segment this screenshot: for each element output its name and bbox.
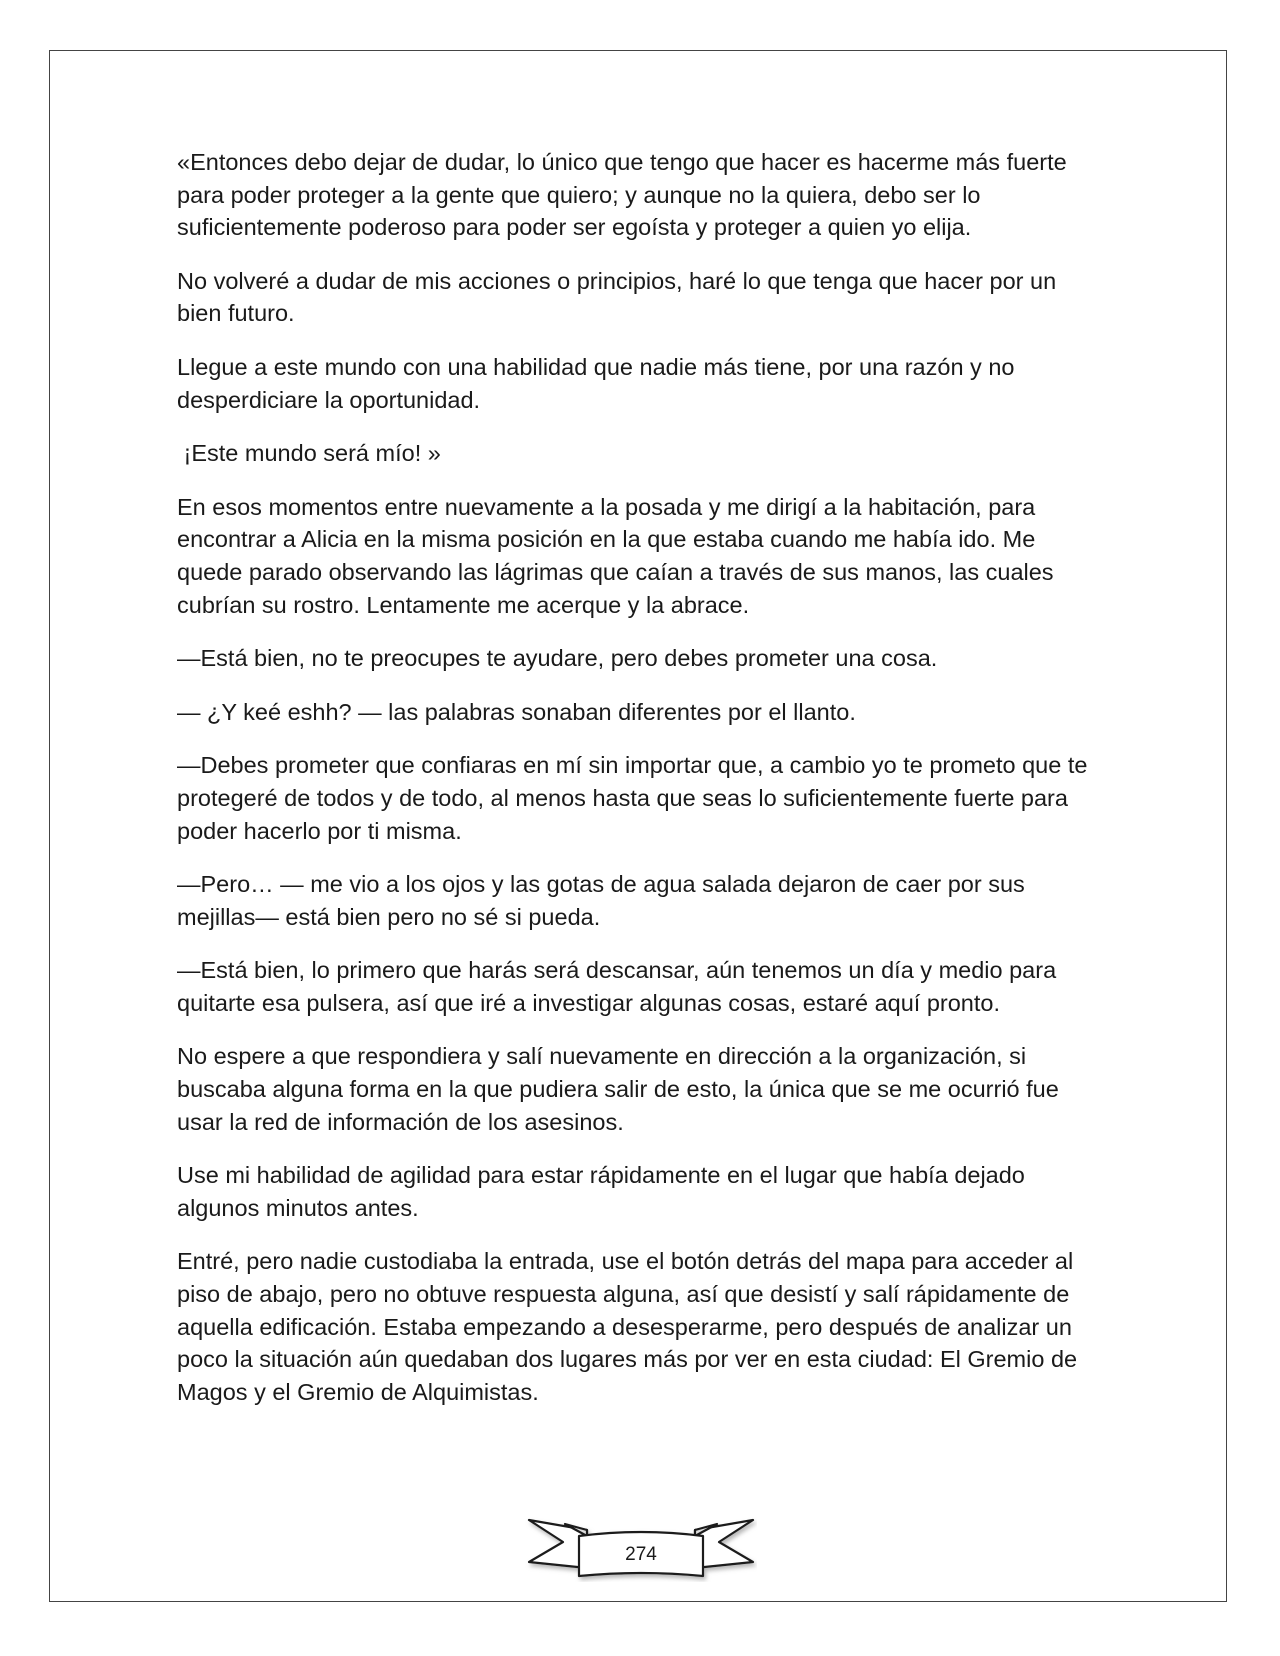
paragraph: — ¿Y keé eshh? — las palabras sonaban diferentes por el llanto. [177, 698, 856, 725]
paragraph: En esos momentos entre nuevamente a la posada y me dirigí a la habitación, para encontrar a Alicia en la misma posición en la que estaba cuando me había ido. Me quede parado observando las lágrimas que caían a través de sus manos, las cuales cubrían su rostro. Lentamente me acerque y la abrace. [177, 493, 1054, 618]
paragraph: —Debes prometer que confiaras en mí sin importar que, a cambio yo te prometo que te protegeré de todos y de todo, al menos hasta que seas lo suficientemente fuerte para poder hacerlo por ti misma. [177, 752, 1088, 844]
paragraph: —Está bien, no te preocupes te ayudare, pero debes prometer una cosa. [177, 645, 938, 672]
paragraph: Llegue a este mundo con una habilidad que nadie más tiene, por una razón y no desperdiciare la oportunidad. [177, 353, 1015, 413]
paragraph: Entré, pero nadie custodiaba la entrada, use el botón detrás del mapa para acceder al piso de abajo, pero no obtuve respuesta alguna, así que desistí y salí rápidamente de aquella edificación. Estaba empezando a desesperarme, pero después de analizar un poco la situación aún quedaban dos lugares más por ver en esta ciudad: El Gremio de Magos y el Gremio de Alquimistas. [177, 1248, 1078, 1405]
page-number: 274 [625, 1544, 657, 1565]
page-number-ribbon [525, 1510, 757, 1582]
paragraph: ¡Este mundo será mío! » [177, 440, 441, 467]
paragraph: «Entonces debo dejar de dudar, lo único que tengo que hacer es hacerme más fuerte para poder proteger a la gente que quiero; y aunque no la quiera, debo ser lo suficientemente poderoso para poder ser egoísta y proteger a quien yo elija. [177, 149, 1067, 241]
paragraph: No volveré a dudar de mis acciones o principios, haré lo que tenga que hacer por un bien futuro. [177, 267, 1057, 327]
paragraph: —Está bien, lo primero que harás será descansar, aún tenemos un día y medio para quitarte esa pulsera, así que iré a investigar algunas cosas, estaré aquí pronto. [177, 957, 1057, 1016]
body-text [177, 146, 1107, 1429]
paragraph: No espere a que respondiera y salí nuevamente en dirección a la organización, si buscaba alguna forma en la que pudiera salir de esto, la única que se me ocurrió fue usar la red de información de los asesinos. [177, 1043, 1059, 1135]
paragraph: Use mi habilidad de agilidad para estar rápidamente en el lugar que había dejado algunos minutos antes. [177, 1162, 1025, 1221]
paragraph: —Pero… — me vio a los ojos y las gotas de agua salada dejaron de caer por sus mejillas— está bien pero no sé si pueda. [177, 871, 1025, 930]
